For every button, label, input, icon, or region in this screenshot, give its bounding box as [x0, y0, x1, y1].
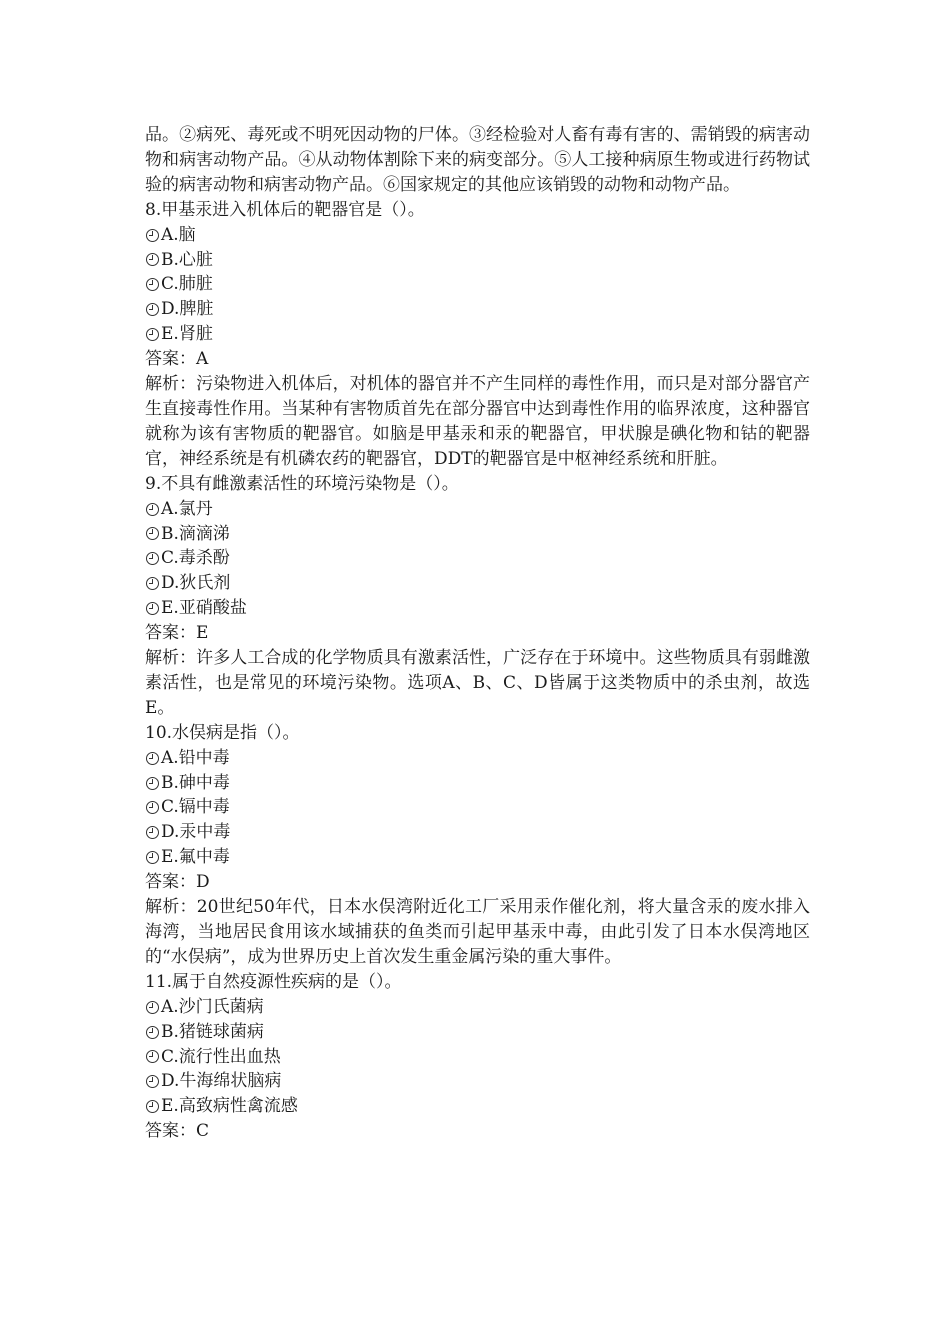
question-block	[145, 970, 810, 1144]
radio-clock-icon	[146, 229, 159, 242]
option-label: C.肺脏	[161, 274, 213, 295]
option-d[interactable]	[145, 820, 810, 845]
option-label: B.心脏	[161, 249, 213, 270]
question-block	[145, 472, 810, 721]
answer-text: 答案：C	[145, 1121, 210, 1142]
radio-clock-icon	[146, 253, 159, 266]
option-d[interactable]	[145, 297, 810, 322]
radio-clock-icon	[146, 826, 159, 839]
analysis-text: 解析：污染物进入机体后，对机体的器官并不产生同样的毒性作用，而只是对部分器官产生直接毒性作用。当某种有害物质首先在部分器官中达到毒性作用的临界浓度，这种器官就称为该有害物质的靶器官。如脑是甲基汞和汞的靶器官，甲状腺是碘化物和钴的靶器官，神经系统是有机磷农药的靶器官，DDT的靶器官是中枢神经系统和肝脏。	[145, 374, 810, 469]
option-label: E.高致病性禽流感	[161, 1096, 298, 1117]
option-label: B.滴滴涕	[161, 523, 230, 544]
option-e[interactable]	[145, 845, 810, 870]
question-title: 11.属于自然疫源性疾病的是（）。	[145, 971, 402, 992]
radio-clock-icon	[146, 851, 159, 864]
radio-clock-icon	[146, 503, 159, 516]
option-e[interactable]	[145, 322, 810, 347]
option-label: E.亚硝酸盐	[161, 598, 247, 619]
option-b[interactable]	[145, 522, 810, 547]
intro-paragraph: 品。②病死、毒死或不明死因动物的尸体。③经检验对人畜有毒有害的、需销毁的病害动物和病害动物产品。④从动物体割除下来的病变部分。⑤人工接种病原生物或进行药物试验的病害动物和病害动物产品。⑥国家规定的其他应该销毁的动物和动物产品。	[145, 125, 810, 195]
option-b[interactable]	[145, 1020, 810, 1045]
option-label: D.汞中毒	[161, 822, 231, 843]
option-a[interactable]	[145, 223, 810, 248]
answer-text: 答案：D	[145, 872, 210, 893]
option-a[interactable]	[145, 746, 810, 771]
option-b[interactable]	[145, 771, 810, 796]
analysis-text: 解析：20世纪50年代，日本水俣湾附近化工厂采用汞作催化剂，将大量含汞的废水排入海湾，当地居民食用该水域捕获的鱼类而引起甲基汞中毒，由此引发了日本水俣湾地区的“水俣病”，成为世界历史上首次发生重金属污染的重大事件。	[145, 897, 810, 967]
option-c[interactable]	[145, 272, 810, 297]
radio-clock-icon	[146, 328, 159, 341]
option-d[interactable]	[145, 1069, 810, 1094]
option-label: A.沙门氏菌病	[161, 996, 264, 1017]
option-label: E.氟中毒	[161, 847, 230, 868]
radio-clock-icon	[146, 602, 159, 615]
option-label: B.猪链球菌病	[161, 1021, 264, 1042]
option-b[interactable]	[145, 248, 810, 273]
radio-clock-icon	[146, 552, 159, 565]
option-c[interactable]	[145, 546, 810, 571]
radio-clock-icon	[146, 1050, 159, 1063]
radio-clock-icon	[146, 577, 159, 590]
radio-clock-icon	[146, 752, 159, 765]
radio-clock-icon	[146, 527, 159, 540]
answer-text: 答案：A	[145, 349, 209, 370]
option-e[interactable]	[145, 1094, 810, 1119]
option-label: A.氯丹	[161, 498, 213, 519]
radio-clock-icon	[146, 1026, 159, 1039]
analysis-text: 解析：许多人工合成的化学物质具有激素活性，广泛存在于环境中。这些物质具有弱雌激素活性，也是常见的环境污染物。选项A、B、C、D皆属于这类物质中的杀虫剂，故选E。	[145, 648, 810, 718]
radio-clock-icon	[146, 1075, 159, 1088]
question-block	[145, 198, 810, 472]
answer-text: 答案：E	[145, 623, 209, 644]
option-a[interactable]	[145, 497, 810, 522]
option-label: A.脑	[161, 224, 196, 245]
question-title: 10.水俣病是指（）。	[145, 722, 300, 743]
option-d[interactable]	[145, 571, 810, 596]
option-c[interactable]	[145, 1045, 810, 1070]
question-title: 9.不具有雌激素活性的环境污染物是（）。	[145, 473, 459, 494]
option-label: D.狄氏剂	[161, 573, 231, 594]
radio-clock-icon	[146, 801, 159, 814]
radio-clock-icon	[146, 1001, 159, 1014]
option-label: C.毒杀酚	[161, 548, 230, 569]
document-page	[145, 123, 810, 1144]
question-title: 8.甲基汞进入机体后的靶器官是（）。	[145, 199, 425, 220]
radio-clock-icon	[146, 777, 159, 790]
option-label: C.流行性出血热	[161, 1046, 281, 1067]
option-e[interactable]	[145, 596, 810, 621]
option-label: D.脾脏	[161, 299, 214, 320]
option-label: D.牛海绵状脑病	[161, 1071, 282, 1092]
question-block	[145, 721, 810, 970]
option-label: E.肾脏	[161, 324, 213, 345]
radio-clock-icon	[146, 1100, 159, 1113]
option-c[interactable]	[145, 795, 810, 820]
option-a[interactable]	[145, 995, 810, 1020]
option-label: B.砷中毒	[161, 772, 230, 793]
radio-clock-icon	[146, 303, 159, 316]
option-label: C.镉中毒	[161, 797, 230, 818]
option-label: A.铅中毒	[161, 747, 230, 768]
radio-clock-icon	[146, 278, 159, 291]
